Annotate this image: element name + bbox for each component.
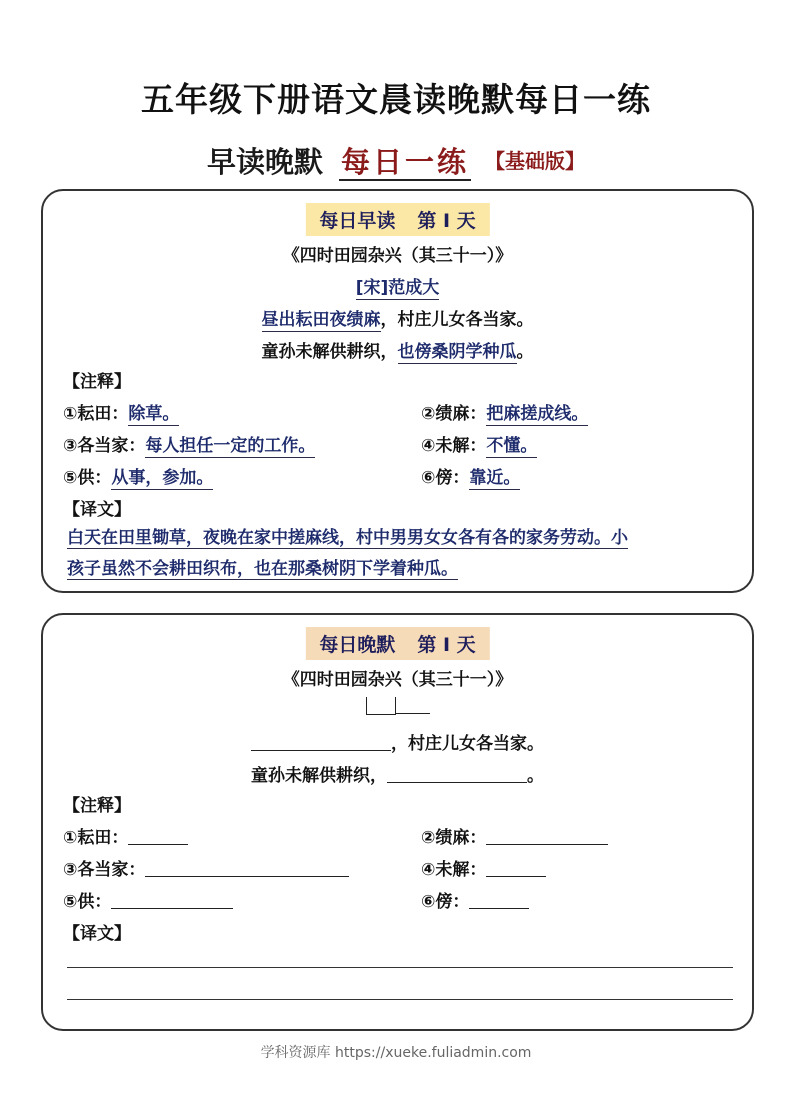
poem-line-1 xyxy=(43,305,752,330)
line2-blank[interactable] xyxy=(387,766,527,783)
poem-line-2 xyxy=(43,337,752,362)
day-label: 第 I 天 xyxy=(417,634,476,656)
tag-label: 每日晚默 xyxy=(319,634,396,656)
subtitle-highlight: 每日一练 xyxy=(341,145,470,179)
note-item: ⑥傍：靠近。 xyxy=(421,468,521,488)
translation-line-1: 白天在田里锄草，夜晚在家中搓麻线，村中男男女女各有各的家务劳动。小 xyxy=(67,528,628,548)
dynasty: [宋] xyxy=(355,278,389,298)
subtitle-left: 早读晚默 xyxy=(206,145,323,179)
line1-underlined: 昼出耘田夜绩麻 xyxy=(261,310,381,330)
line2-underlined: 也傍桑阴学种瓜 xyxy=(397,342,517,362)
note-item: ①耘田： xyxy=(63,823,188,848)
author-blank xyxy=(43,697,752,717)
note-item: ④未解： xyxy=(421,855,546,880)
poem-author xyxy=(43,273,752,298)
poem-line-1 xyxy=(43,729,752,754)
line2-end: 。 xyxy=(516,342,534,362)
day-label: 第 I 天 xyxy=(417,210,476,232)
line1-blank[interactable] xyxy=(251,734,391,751)
poem-line-2 xyxy=(43,761,752,786)
line2-end: 。 xyxy=(527,766,544,786)
translation-answer-line[interactable] xyxy=(67,967,733,968)
line2-start: 童孙未解供耕织， xyxy=(251,766,387,786)
author-blank-line[interactable] xyxy=(396,697,430,714)
dynasty-blank[interactable] xyxy=(366,697,396,715)
notes-label: 【注释】 xyxy=(63,796,131,816)
subtitle xyxy=(0,140,792,181)
morning-tag xyxy=(305,203,489,236)
translation-line-2: 孩子虽然不会耕田织布，也在那桑树阴下学着种瓜。 xyxy=(67,559,458,579)
answer-blank[interactable] xyxy=(111,892,233,909)
notes-label: 【注释】 xyxy=(63,372,131,392)
answer-blank[interactable] xyxy=(128,828,188,845)
line1-rest: ，村庄儿女各当家。 xyxy=(380,310,534,330)
translation-answer-line[interactable] xyxy=(67,999,733,1000)
edition-label: 【基础版】 xyxy=(485,149,586,173)
note-item: ②绩麻：把麻搓成线。 xyxy=(421,404,589,424)
translation-text xyxy=(67,523,737,585)
note-item: ③各当家： xyxy=(63,855,349,880)
answer-blank[interactable] xyxy=(145,860,349,877)
answer-blank[interactable] xyxy=(486,828,608,845)
note-item: ②绩麻： xyxy=(421,823,608,848)
note-item: ⑤供：从事，参加。 xyxy=(63,468,214,488)
line2-start: 童孙未解供耕织， xyxy=(261,342,398,362)
answer-blank[interactable] xyxy=(469,892,529,909)
evening-tag xyxy=(305,627,489,660)
morning-reading-card xyxy=(41,189,754,593)
author: 范成大 xyxy=(388,278,440,298)
translation-label: 【译文】 xyxy=(63,500,131,520)
note-item: ⑥傍： xyxy=(421,887,529,912)
page-title: 五年级下册语文晨读晚默每日一练 xyxy=(141,80,651,119)
note-item: ①耘田：除草。 xyxy=(63,404,180,424)
note-item: ③各当家：每人担任一定的工作。 xyxy=(63,436,316,456)
evening-dictation-card xyxy=(41,613,754,1031)
poem-title: 《四时田园杂兴（其三十一）》 xyxy=(282,670,513,690)
tag-label: 每日早读 xyxy=(319,210,396,232)
note-item: ④未解：不懂。 xyxy=(421,436,538,456)
footer-watermark: 学科资源库 https://xueke.fuliadmin.com xyxy=(260,1045,532,1061)
translation-label: 【译文】 xyxy=(63,924,131,944)
line1-rest: ，村庄儿女各当家。 xyxy=(391,734,544,754)
note-item: ⑤供： xyxy=(63,887,233,912)
answer-blank[interactable] xyxy=(486,860,546,877)
poem-title: 《四时田园杂兴（其三十一）》 xyxy=(282,246,513,266)
